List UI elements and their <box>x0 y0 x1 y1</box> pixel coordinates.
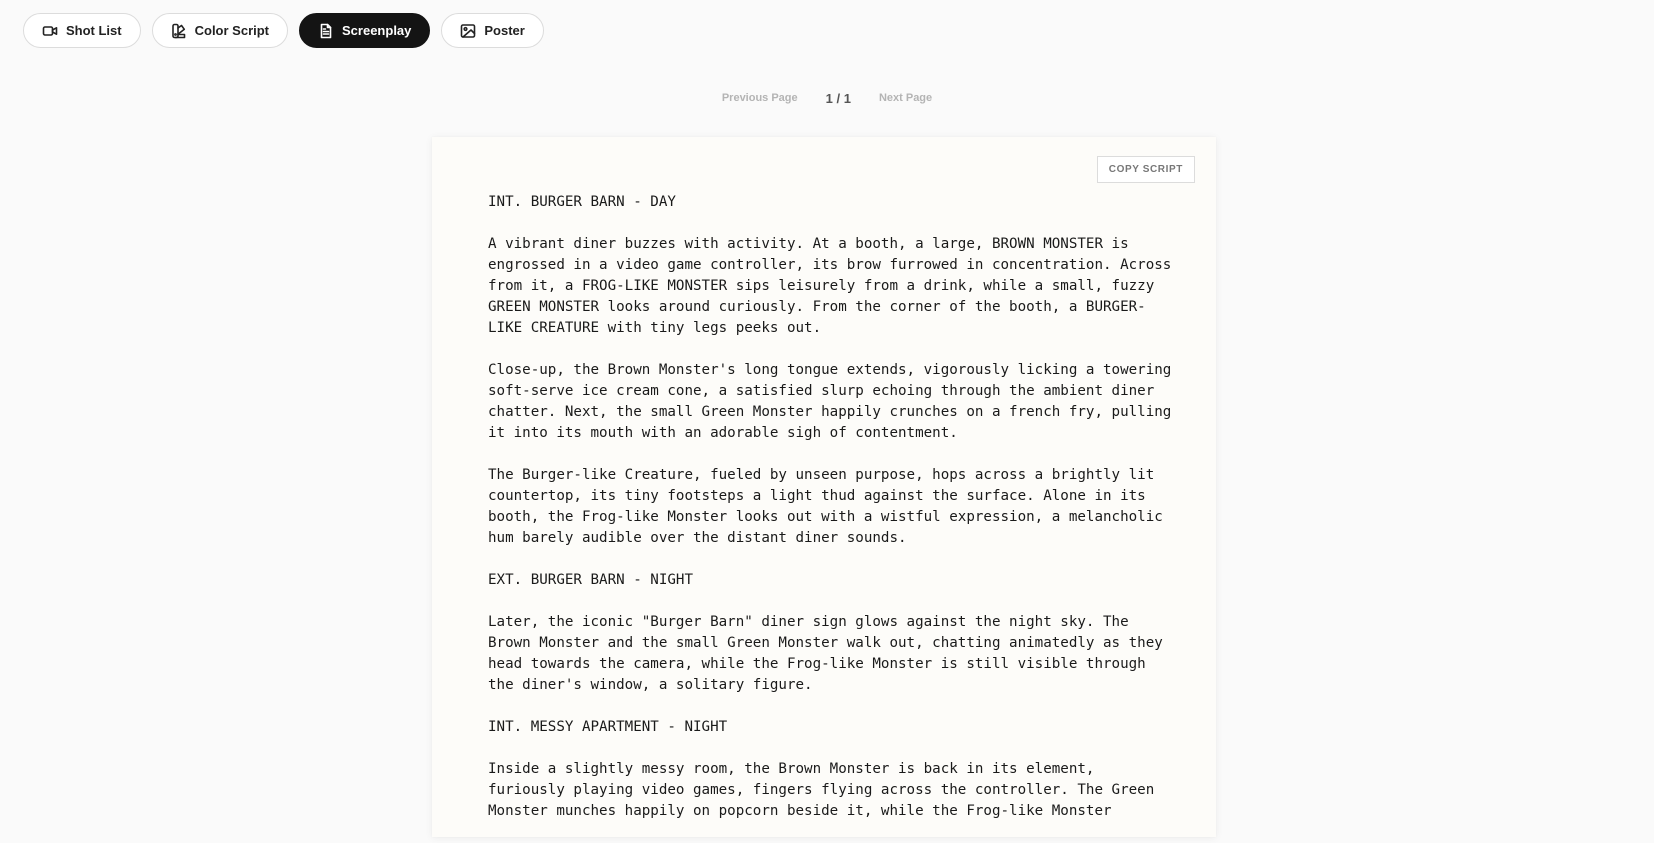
screenplay-text <box>488 192 1178 843</box>
previous-page-button[interactable]: Previous Page <box>721 92 798 104</box>
scene-heading: INT. BURGER BARN - DAY <box>488 194 676 210</box>
tab-color-script[interactable] <box>152 13 288 48</box>
action-paragraph: The Burger-like Creature, fueled by unseen purpose, hops across a brightly lit countertop, its tiny footsteps a light thud against the surface. Alone in its booth, the Frog-like Monster looks out with a wistful expression, a melancholic hum barely audible over the distant diner sounds. <box>488 467 1163 546</box>
action-paragraph: A vibrant diner buzzes with activity. At a booth, a large, BROWN MONSTER is engrossed in a video game controller, its brow furrowed in concentration. Across from it, a FROG-LIKE MONSTER sips leisurely from a drink, while a small, fuzzy GREEN MONSTER looks around curiously. From the corner of the booth, a BURGER-LIKE CREATURE with tiny legs peeks out. <box>488 236 1172 336</box>
next-page-button[interactable]: Next Page <box>878 92 933 104</box>
video-camera-icon <box>42 23 58 39</box>
action-paragraph: Inside a slightly messy room, the Brown Monster is back in its element, furiously playing video games, fingers flying across the controller. The Green Monster munches happily on popcorn beside it, while the Frog-like Monster <box>488 761 1155 819</box>
tab-screenplay[interactable] <box>299 13 430 48</box>
copy-script-button[interactable]: COPY SCRIPT <box>1097 156 1195 183</box>
tab-shot-list[interactable] <box>23 13 141 48</box>
action-paragraph: Later, the iconic "Burger Barn" diner sign glows against the night sky. The Brown Monster and the small Green Monster walk out, chatting animatedly as they head towards the camera, while the Frog-like Monster is still visible through the diner's window, a solitary figure. <box>488 614 1163 693</box>
action-paragraph: Close-up, the Brown Monster's long tongue extends, vigorously licking a towering soft-serve ice cream cone, a satisfied slurp echoing through the ambient diner chatter. Next, the small Green Monster happily crunches on a french fry, pulling it into its mouth with an adorable sigh of contentment. <box>488 362 1172 441</box>
screenplay-page <box>432 137 1216 837</box>
pagination <box>0 88 1654 108</box>
scene-heading: EXT. BURGER BARN - NIGHT <box>488 572 693 588</box>
image-icon <box>460 23 476 39</box>
page-indicator: 1 / 1 <box>825 90 851 106</box>
scene-heading: INT. MESSY APARTMENT - NIGHT <box>488 719 728 735</box>
view-tabs <box>23 13 544 48</box>
tab-label: Poster <box>484 23 525 38</box>
tab-label: Color Script <box>194 23 270 38</box>
tab-label: Screenplay <box>342 23 412 38</box>
palette-icon <box>171 23 187 39</box>
tab-label: Shot List <box>66 23 122 38</box>
document-icon <box>318 23 334 39</box>
tab-poster[interactable] <box>441 13 543 48</box>
